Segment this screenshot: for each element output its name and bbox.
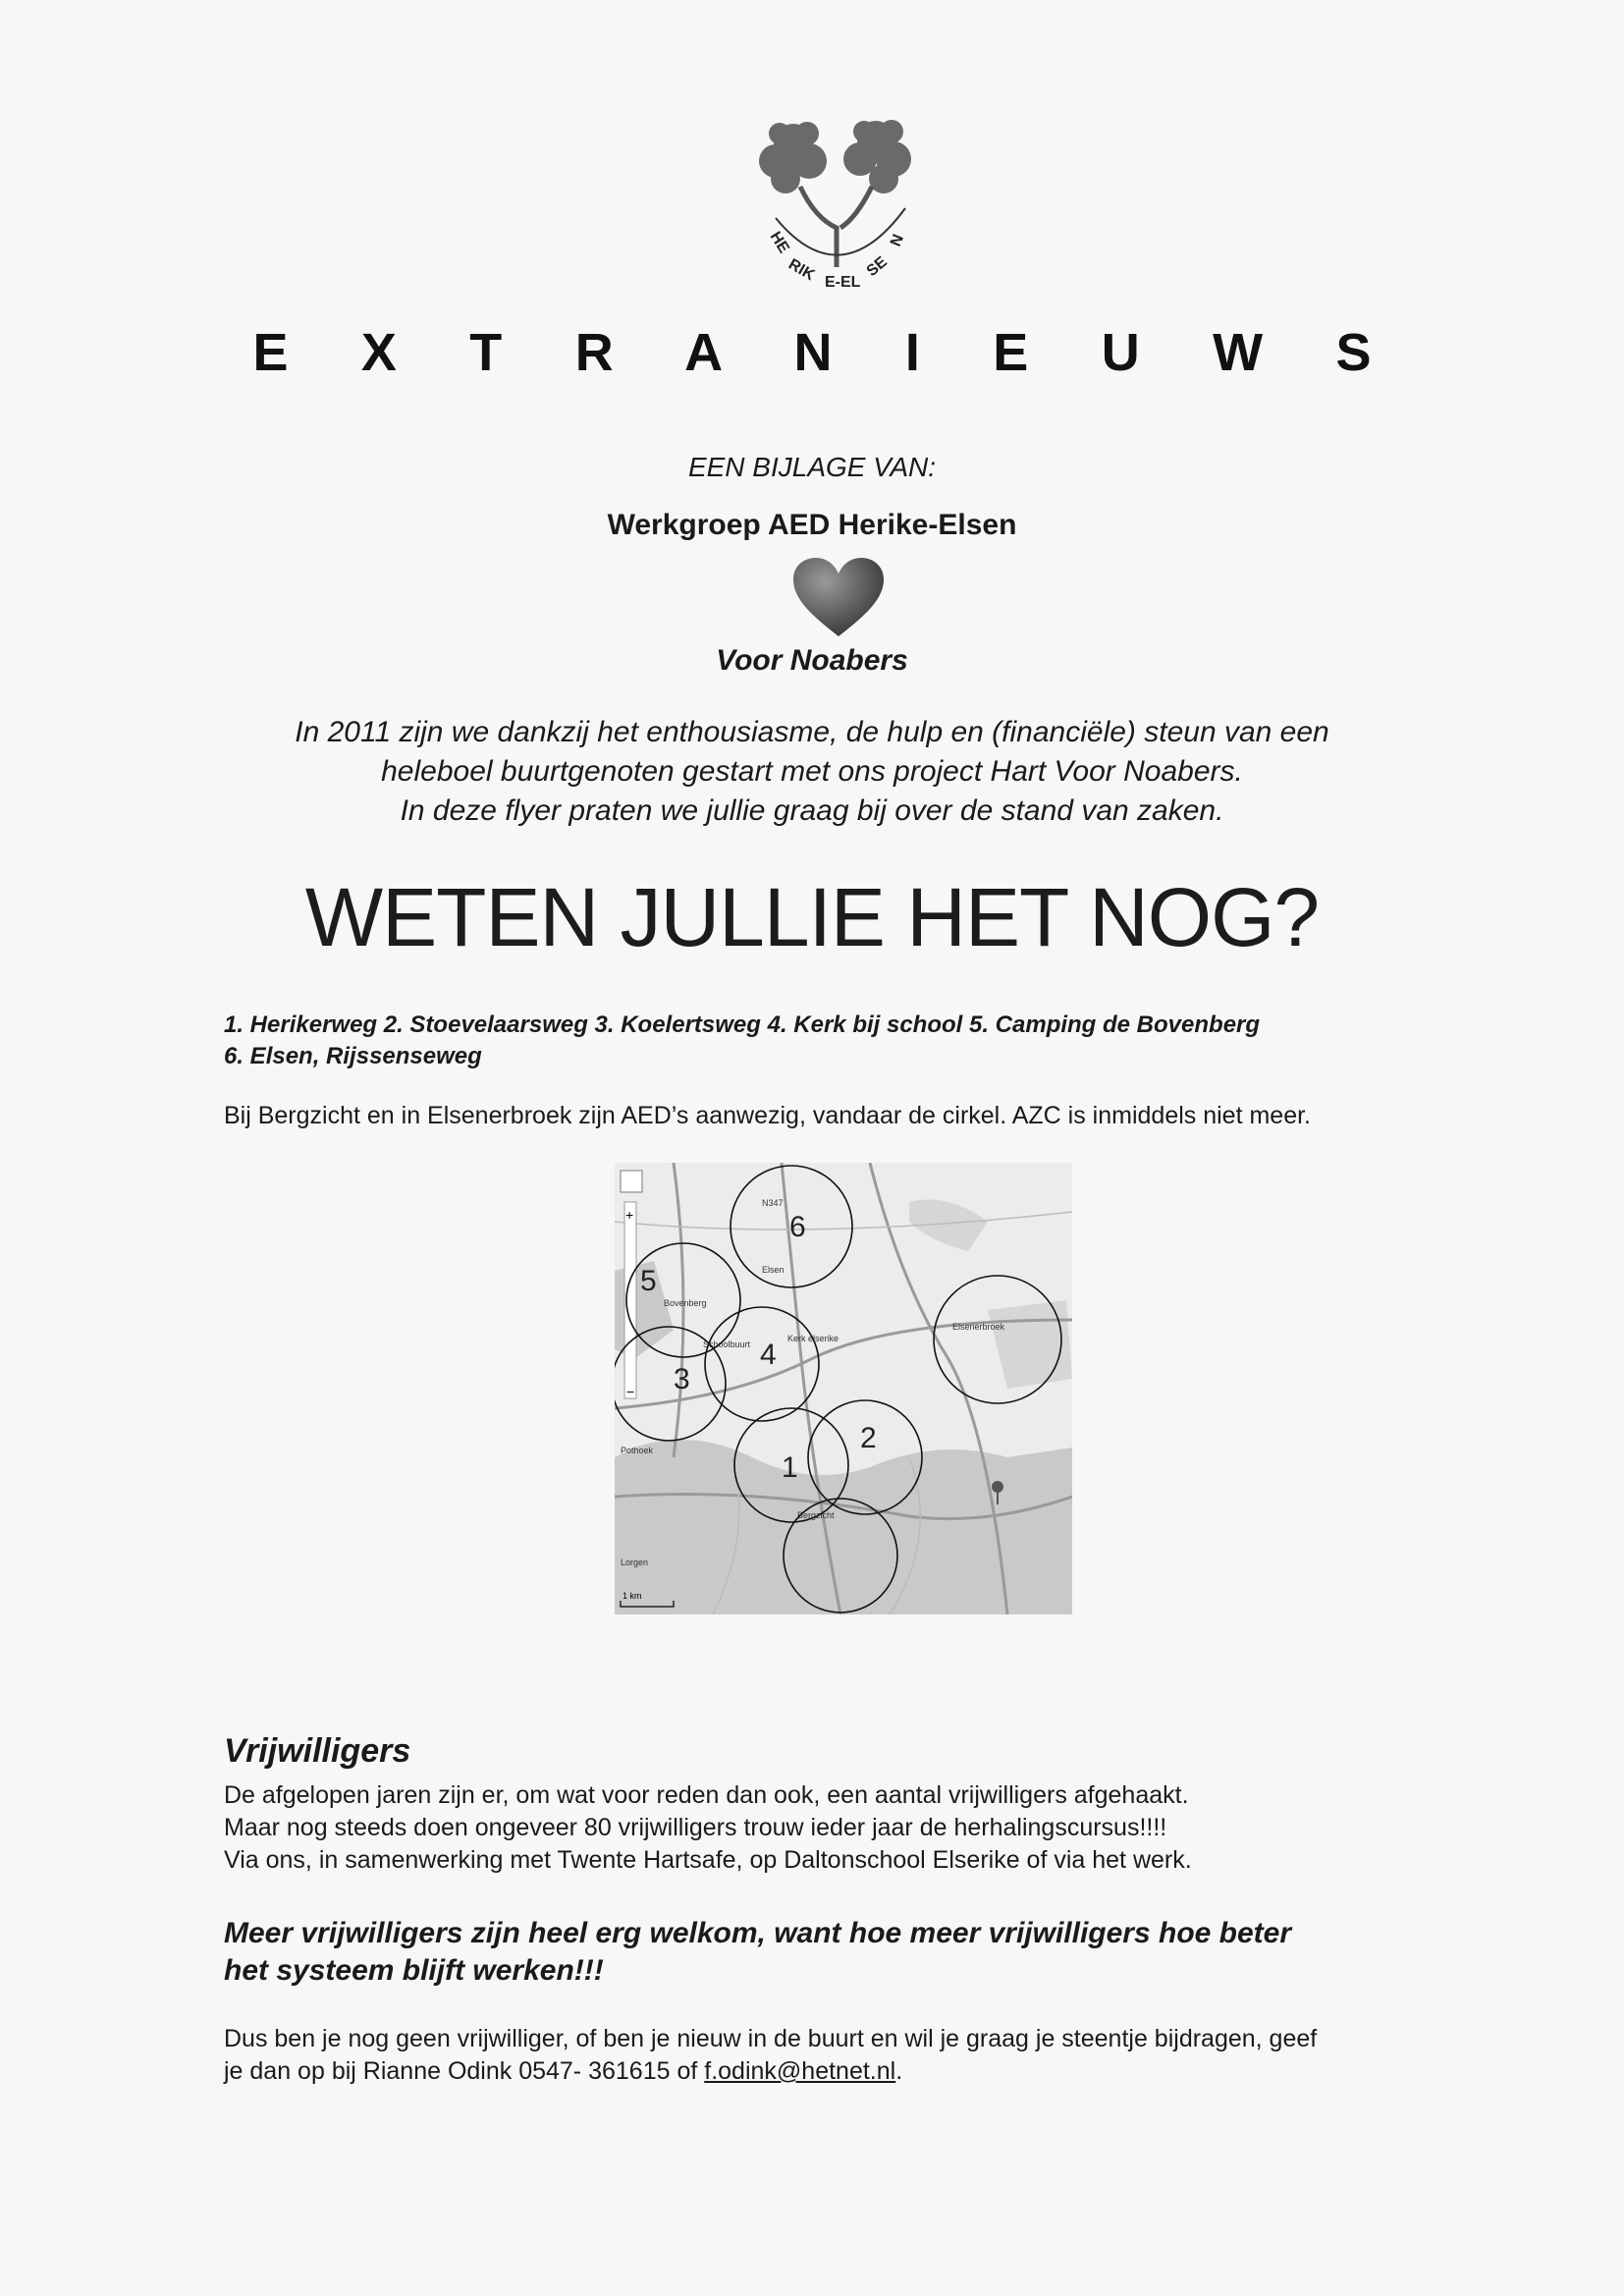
circle-number: 2 [860,1422,877,1454]
call-to-action-line: Meer vrijwilligers zijn heel erg welkom, want hoe meer vrijwilligers hoe beter [224,1917,1292,1949]
contact-line [224,2055,1461,2088]
svg-text:N: N [887,232,908,249]
circle-number: 4 [760,1339,777,1371]
aed-coverage-map [615,1163,1072,1614]
locations-list [224,1010,1461,1072]
volunteers-call-to-action [224,1915,1461,1990]
volunteers-heading: Vrijwilligers [224,1732,411,1770]
email-link[interactable]: f.odink@hetnet.nl [704,2057,896,2085]
map-label: Pothoek [621,1446,654,1455]
volunteers-line: Via ons, in samenwerking met Twente Hartsafe, op Daltonschool Elserike of via het werk. [224,1846,1192,1874]
circle-number: 6 [789,1211,806,1243]
page-title: E X T R A N I E U W S [252,323,1401,382]
circle-number: 1 [782,1451,798,1484]
circle-number: 5 [640,1265,657,1297]
svg-text:RIK: RIK [785,255,818,285]
map-label: Bovenberg [664,1298,707,1308]
map-label: Bergzicht [797,1510,835,1520]
organization-tagline: Voor Noabers [716,644,908,677]
svg-text:+: + [625,1207,634,1223]
call-to-action-line: het systeem blijft werken!!! [224,1954,604,1987]
svg-text:HE: HE [766,229,792,256]
map-label: N347 [762,1198,784,1208]
svg-text:E-EL: E-EL [825,274,861,291]
volunteers-line: Maar nog steeds doen ongeveer 80 vrijwilligers trouw ieder jaar de herhalingscursus!!!! [224,1814,1167,1841]
herike-elsen-logo [746,110,943,297]
svg-text:SE: SE [863,253,891,281]
tree-logo-icon [746,110,943,297]
map-label: Elsen [762,1265,785,1275]
svg-text:−: − [626,1384,635,1399]
contact-line: Dus ben je nog geen vrijwilliger, of ben je nieuw in de buurt en wil je graag je steentje bijdragen, geef [224,2025,1318,2052]
circle-number: 3 [674,1363,690,1395]
volunteers-line: De afgelopen jaren zijn er, om wat voor reden dan ook, een aantal vrijwilligers afgehaakt. [224,1781,1189,1809]
map-label: Lorgen [621,1558,649,1567]
map-label: Schoolbuurt [703,1339,751,1349]
contact-info [224,2023,1461,2088]
intro-line: In 2011 zijn we dankzij het enthousiasme, de hulp en (financiële) steun van een [295,716,1329,748]
volunteers-body [224,1779,1461,1877]
aed-note: Bij Bergzicht en in Elsenerbroek zijn AED’s aanwezig, vandaar de cirkel. AZC is inmiddels niet meer. [224,1102,1312,1129]
locations-line: 6. Elsen, Rijssenseweg [224,1043,482,1069]
map-label: Elsenerbroek [952,1322,1005,1332]
intro-line: In deze flyer praten we jullie graag bij over de stand van zaken. [400,794,1224,827]
heart-icon [791,556,886,638]
subtitle: EEN BIJLAGE VAN: [687,452,937,482]
svg-text:1 km: 1 km [623,1591,642,1601]
intro-line: heleboel buurtgenoten gestart met ons project Hart Voor Noabers. [381,755,1243,788]
map-label: Kerk elserike [787,1334,839,1343]
headline: WETEN JULLIE HET NOG? [304,871,1320,963]
locations-line: 1. Herikerweg 2. Stoevelaarsweg 3. Koelertsweg 4. Kerk bij school 5. Camping de Bovenberg [224,1011,1261,1038]
contact-text: . [895,2057,903,2085]
organization-name: Werkgroep AED Herike-Elsen [607,509,1017,541]
contact-text: je dan op bij Rianne Odink 0547- 361615 of [224,2057,705,2085]
intro-text [196,713,1428,831]
